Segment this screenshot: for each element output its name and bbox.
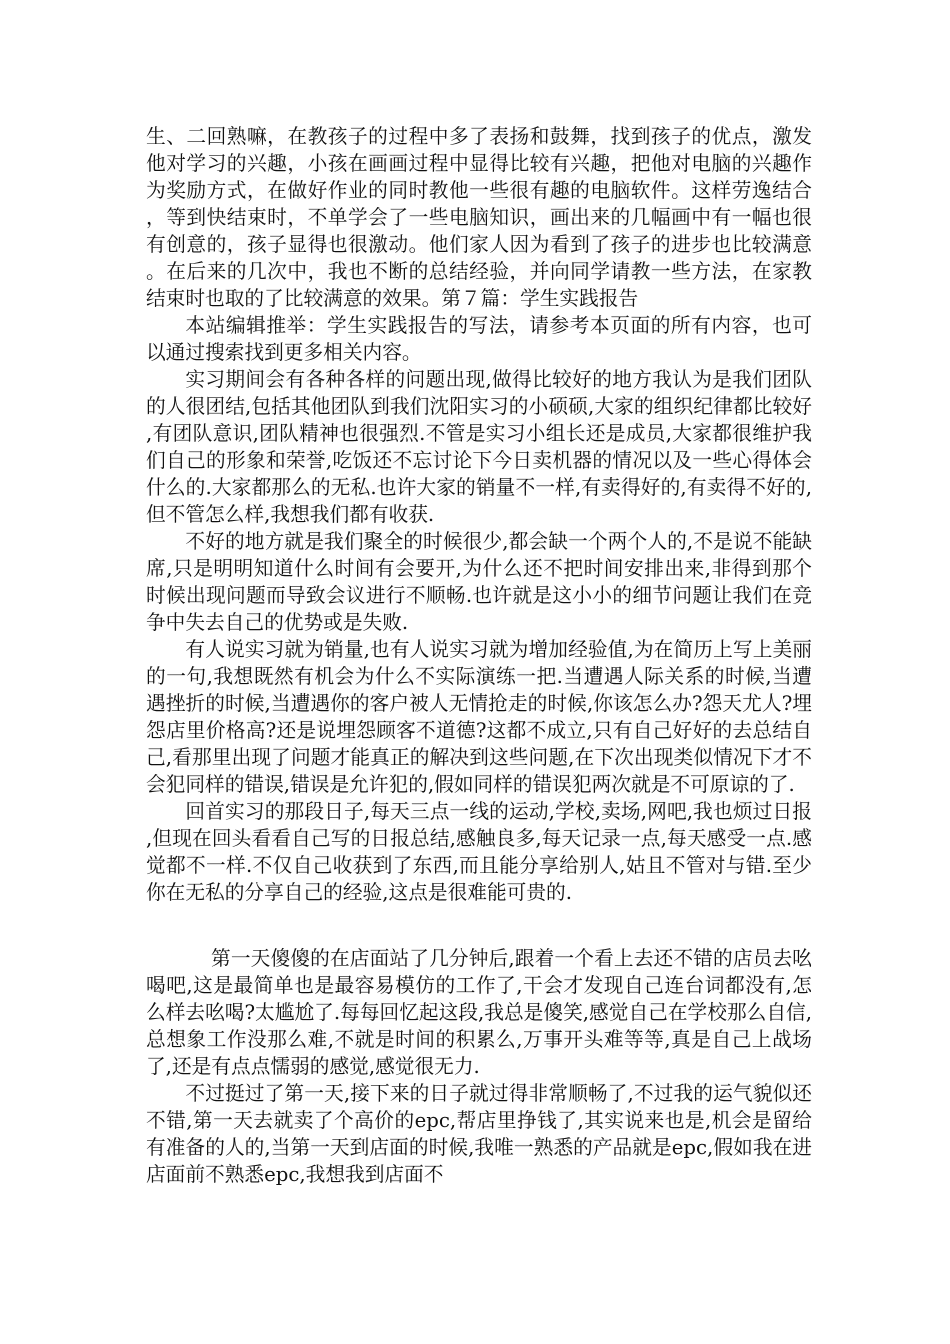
section-spacer: [146, 906, 812, 945]
paragraph-4: 不好的地方就是我们聚全的时候很少,都会缺一个两个人的,不是说不能缺席,只是明明知道什么时间有会要开,为什么还不把时间安排出来,非得到那个时候出现问题而导致会议进行不顺畅.也许就是这小小的细节问题让我们在竞争中失去自己的优势或是失败.: [146, 530, 812, 634]
paragraph-5: 有人说实习就为销量,也有人说实习就为增加经验值,为在简历上写上美丽的一句,我想既然有机会为什么不实际演练一把.当遭遇人际关系的时候,当遭遇挫折的时候,当遭遇你的客户被人无情抢走的时候,你该怎么办?怨天尤人?埋怨店里价格高?还是说埋怨顾客不道德?这都不成立,只有自己好好的去总结自己,看那里出现了问题才能真正的解决到这些问题,在下次出现类似情况下才不会犯同样的错误,错误是允许犯的,假如同样的错误犯两次就是不可原谅的了.: [146, 638, 812, 796]
paragraph-2: 本站编辑推举：学生实践报告的写法，请参考本页面的所有内容，也可以通过搜索找到更多相关内容。: [146, 314, 812, 364]
paragraph-3: 实习期间会有各种各样的问题出现,做得比较好的地方我认为是我们团队的人很团结,包括其他团队到我们沈阳实习的小硕硕,大家的组织纪律都比较好,有团队意识,团队精神也很强烈.不管是实习小组长还是成员,大家都很维护我们自己的形象和荣誉,吃饭还不忘讨论下今日卖机器的情况以及一些心得体会什么的.大家都那么的无私.也许大家的销量不一样,有卖得好的,有卖得不好的,但不管怎么样,我想我们都有收获.: [146, 368, 812, 526]
paragraph-6: 回首实习的那段日子,每天三点一线的运动,学校,卖场,网吧,我也烦过日报,但现在回头看看自己写的日报总结,感触良多,每天记录一点,每天感受一点.感觉都不一样.不仅自己收获到了东西,而且能分享给别人,姑且不管对与错.至少你在无私的分享自己的经验,这点是很难能可贵的.: [146, 800, 812, 904]
document-page: [146, 123, 812, 1188]
paragraph-8: 不过挺过了第一天,接下来的日子就过得非常顺畅了,不过我的运气貌似还不错,第一天去就卖了个高价的epc,帮店里挣钱了,其实说来也是,机会是留给有准备的人的,当第一天到店面的时候,我唯一熟悉的产品就是epc,假如我在进店面前不熟悉epc,我想我到店面不: [146, 1082, 812, 1186]
paragraph-7: 第一天傻傻的在店面站了几分钟后,跟着一个看上去还不错的店员去吆喝吧,这是最简单也是最容易模仿的工作了,干会才发现自己连台词都没有,怎么样去吆喝?太尴尬了.每每回忆起这段,我总是傻笑,感觉自己在学校那么自信,总想象工作没那么难,不就是时间的积累么,万事开头难等等,真是自己上战场了,还是有点点懦弱的感觉,感觉很无力.: [146, 947, 812, 1078]
paragraph-1: 生、二回熟嘛，在教孩子的过程中多了表扬和鼓舞，找到孩子的优点，激发他对学习的兴趣，小孩在画画过程中显得比较有兴趣，把他对电脑的兴趣作为奖励方式，在做好作业的同时教他一些很有趣的电脑软件。这样劳逸结合，等到快结束时，不单学会了一些电脑知识，画出来的几幅画中有一幅也很有创意的，孩子显得也很激动。他们家人因为看到了孩子的进步也比较满意。在后来的几次中，我也不断的总结经验，并向同学请教一些方法，在家教结束时也取的了比较满意的效果。第７篇：学生实践报告: [146, 125, 812, 310]
